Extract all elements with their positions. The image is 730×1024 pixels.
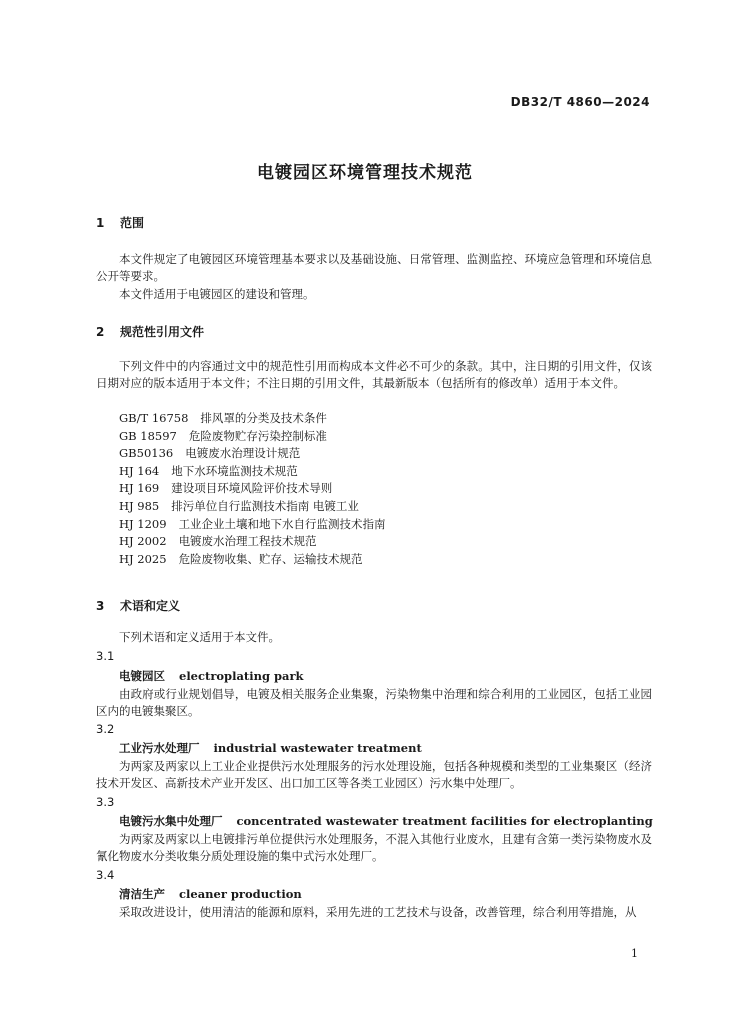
reference-name: 危险废物贮存污染控制标准 xyxy=(188,428,327,443)
reference-code: HJ 169 xyxy=(119,481,160,496)
list-item xyxy=(119,480,386,498)
page-number: 1 xyxy=(631,947,638,960)
term-number: 3.2 xyxy=(96,722,115,736)
list-item xyxy=(119,551,386,569)
reference-code: GB50136 xyxy=(119,446,174,461)
reference-name: 排污单位自行监测技术指南 电镀工业 xyxy=(171,498,359,513)
reference-name: 建设项目环境风险评价技术导则 xyxy=(171,481,333,496)
reference-list xyxy=(119,410,386,568)
reference-code: HJ 2025 xyxy=(119,551,167,566)
term-number: 3.3 xyxy=(96,795,115,809)
reference-code: HJ 985 xyxy=(119,498,160,513)
term-name-zh: 工业污水处理厂 xyxy=(119,741,200,755)
section-number: 3 xyxy=(96,599,105,613)
term-name xyxy=(119,668,304,684)
term-name-en: electroplating park xyxy=(179,669,304,683)
terms-intro: 下列术语和定义适用于本文件。 xyxy=(119,630,280,644)
section-title: 规范性引用文件 xyxy=(120,325,205,339)
term-name-zh: 电镀园区 xyxy=(119,669,165,683)
term-name xyxy=(119,740,422,756)
reference-code: HJ 2002 xyxy=(119,534,167,549)
section-3-heading xyxy=(96,597,180,614)
term-definition: 采取改进设计，使用清洁的能源和原料，采用先进的工艺技术与设备，改善管理，综合利用等措施，从 xyxy=(119,905,637,919)
reference-name: 地下水环境监测技术规范 xyxy=(171,463,298,478)
term-definition: 由政府或行业规划倡导，电镀及相关服务企业集聚，污染物集中治理和综合利用的工业园区，包括工业园区内的电镀集聚区。 xyxy=(96,687,652,718)
section-number: 1 xyxy=(96,216,105,230)
reference-name: 排风罩的分类及技术条件 xyxy=(200,411,327,425)
section-1-heading xyxy=(96,214,144,231)
term-name-zh: 电镀污水集中处理厂 xyxy=(119,814,223,828)
section-2-heading xyxy=(96,323,204,340)
references-intro: 下列文件中的内容通过文中的规范性引用而构成本文件必不可少的条款。其中，注日期的引用文件，仅该日期对应的版本适用于本文件；不注日期的引用文件，其最新版本（包括所有的修改单）适用于本文件。 xyxy=(96,359,652,390)
term-name-en: industrial wastewater treatment xyxy=(213,741,422,755)
term-number: 3.4 xyxy=(96,868,115,882)
reference-code: GB/T 16758 xyxy=(119,411,189,425)
list-item xyxy=(119,533,386,551)
standard-code: DB32/T 4860—2024 xyxy=(510,95,650,109)
term-name xyxy=(119,813,653,829)
section-title: 范围 xyxy=(120,216,145,230)
term-name-en: cleaner production xyxy=(179,887,302,901)
term-name-zh: 清洁生产 xyxy=(119,887,165,901)
reference-code: HJ 164 xyxy=(119,463,160,478)
list-item xyxy=(119,516,386,534)
term-name xyxy=(119,886,302,902)
term-definition: 为两家及两家以上电镀排污单位提供污水处理服务，不混入其他行业废水，且建有含第一类污染物废水及氰化物废水分类收集分质处理设施的集中式污水处理厂。 xyxy=(96,832,652,863)
term-number: 3.1 xyxy=(96,649,115,663)
scope-paragraph-1: 本文件规定了电镀园区环境管理基本要求以及基础设施、日常管理、监测监控、环境应急管理和环境信息公开等要求。 xyxy=(96,252,652,283)
list-item xyxy=(119,410,386,428)
term-name-en: concentrated wastewater treatment facilities for electroplanting xyxy=(236,814,653,828)
reference-name: 电镀废水治理工程技术规范 xyxy=(178,534,317,549)
reference-name: 危险废物收集、贮存、运输技术规范 xyxy=(178,551,363,566)
list-item xyxy=(119,428,386,446)
section-title: 术语和定义 xyxy=(120,599,181,613)
reference-code: GB 18597 xyxy=(119,428,177,443)
scope-paragraph-2: 本文件适用于电镀园区的建设和管理。 xyxy=(119,287,315,301)
list-item xyxy=(119,445,386,463)
list-item xyxy=(119,463,386,481)
reference-code: HJ 1209 xyxy=(119,516,167,531)
reference-name: 工业企业土壤和地下水自行监测技术指南 xyxy=(178,516,386,531)
list-item xyxy=(119,498,386,516)
term-definition: 为两家及两家以上工业企业提供污水处理服务的污水处理设施，包括各种规模和类型的工业集聚区（经济技术开发区、高新技术产业开发区、出口加工区等各类工业园区）污水集中处理厂。 xyxy=(96,759,652,790)
document-title: 电镀园区环境管理技术规范 xyxy=(257,163,473,183)
section-number: 2 xyxy=(96,325,105,339)
reference-name: 电镀废水治理设计规范 xyxy=(185,446,301,461)
